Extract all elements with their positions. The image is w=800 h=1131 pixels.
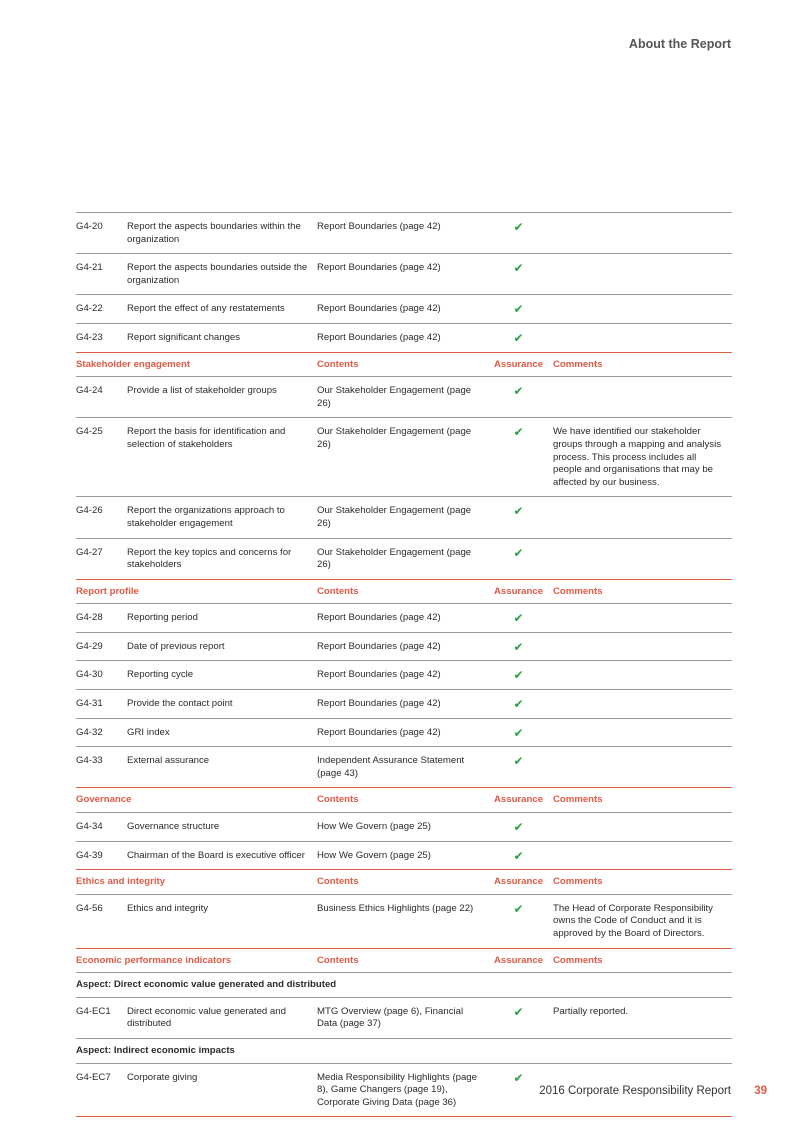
contents-reference: Report Boundaries (page 42) xyxy=(317,303,441,315)
table-row xyxy=(76,997,732,1038)
table-row xyxy=(76,253,732,294)
comment-text: We have identified our stakeholder groups through a mapping and analysis process. This process includes all people and organisations that may be affected by our business. xyxy=(553,426,722,488)
table-row xyxy=(76,660,732,689)
aspect-row: Aspect: Direct economic value generated and distributed xyxy=(76,972,732,997)
gri-code: G4-31 xyxy=(76,698,103,710)
gri-code: G4-21 xyxy=(76,262,103,274)
gri-code: G4-28 xyxy=(76,612,103,624)
contents-reference: Media Responsibility Highlights (page 8), Game Changers (page 19), Corporate Giving Data (page 36) xyxy=(317,1071,477,1108)
assurance-check-icon: ✔ xyxy=(513,384,524,399)
section-comments-label: Comments xyxy=(553,358,603,370)
table-row xyxy=(76,496,732,537)
assurance-check-icon: ✔ xyxy=(513,302,524,317)
gri-code: G4-29 xyxy=(76,640,103,652)
comment-text xyxy=(553,221,732,246)
table-row xyxy=(76,632,732,661)
footer-page-number: 39 xyxy=(754,1085,767,1097)
assurance-check-icon: ✔ xyxy=(513,697,524,712)
comment-text xyxy=(553,547,732,572)
assurance-check-icon: ✔ xyxy=(513,820,524,835)
table-row xyxy=(76,376,732,417)
assurance-check-icon: ✔ xyxy=(513,425,524,440)
gri-code: G4-26 xyxy=(76,505,103,517)
disclosure-description: Report the aspects boundaries outside the organization xyxy=(127,262,308,286)
gri-code: G4-23 xyxy=(76,331,103,343)
disclosure-description: External assurance xyxy=(127,755,210,767)
section-contents-label: Contents xyxy=(317,876,359,888)
gri-code: G4-EC1 xyxy=(76,1005,111,1017)
footer-report-title: 2016 Corporate Responsibility Report xyxy=(539,1085,731,1097)
disclosure-description: Date of previous report xyxy=(127,640,225,652)
assurance-check-icon: ✔ xyxy=(513,668,524,683)
disclosure-description: Report the aspects boundaries within the organization xyxy=(127,221,301,245)
assurance-check-icon: ✔ xyxy=(513,725,524,740)
contents-reference: Report Boundaries (page 42) xyxy=(317,331,441,343)
gri-code: G4-EC7 xyxy=(76,1071,111,1083)
section-assurance-label: Assurance xyxy=(493,358,544,370)
table-row xyxy=(76,603,732,632)
disclosure-description: Report the key topics and concerns for stakeholders xyxy=(127,546,292,571)
disclosure-description: Governance structure xyxy=(127,821,220,833)
table-row xyxy=(76,718,732,747)
gri-code: G4-32 xyxy=(76,726,103,738)
contents-reference: MTG Overview (page 6), Financial Data (page 37) xyxy=(317,1005,464,1030)
disclosure-description: GRI index xyxy=(127,726,170,738)
section-contents-label: Contents xyxy=(317,954,359,966)
gri-code: G4-27 xyxy=(76,546,103,558)
assurance-check-icon: ✔ xyxy=(513,901,524,916)
section-header xyxy=(76,579,732,604)
contents-reference: Business Ethics Highlights (page 22) xyxy=(317,902,474,914)
comment-text: Partially reported. xyxy=(553,1005,629,1017)
assurance-check-icon: ✔ xyxy=(513,220,524,234)
table-row xyxy=(76,212,732,253)
comment-text xyxy=(553,821,732,834)
page-footer xyxy=(0,1085,800,1101)
section-title: Stakeholder engagement xyxy=(76,358,191,370)
disclosure-description: Direct economic value generated and distributed xyxy=(127,1005,286,1030)
assurance-check-icon: ✔ xyxy=(513,261,524,276)
assurance-check-icon: ✔ xyxy=(513,330,524,345)
section-contents-label: Contents xyxy=(317,794,359,806)
table-row xyxy=(76,894,732,948)
comment-text xyxy=(553,303,732,316)
gri-code: G4-30 xyxy=(76,669,103,681)
section-assurance-label: Assurance xyxy=(493,794,544,806)
contents-reference: Report Boundaries (page 42) xyxy=(317,698,441,710)
assurance-check-icon: ✔ xyxy=(513,1070,524,1085)
section-header xyxy=(76,869,732,894)
disclosure-description: Report the basis for identification and selection of stakeholders xyxy=(127,426,286,450)
aspect-row: Aspect: Indirect economic impacts xyxy=(76,1038,732,1063)
comment-text xyxy=(553,385,732,410)
section-title: Ethics and integrity xyxy=(76,876,166,888)
disclosure-description: Report the organizations approach to stakeholder engagement xyxy=(127,505,285,529)
comment-text xyxy=(553,262,732,287)
table-row xyxy=(76,812,732,841)
contents-reference: Report Boundaries (page 42) xyxy=(317,669,441,681)
comment-text xyxy=(553,505,732,530)
section-title: Governance xyxy=(76,794,132,806)
comment-text: The Head of Corporate Responsibility owns the Code of Conduct and it is approved by the Board of Directors. xyxy=(553,902,713,939)
table-row xyxy=(76,294,732,323)
contents-reference: Report Boundaries (page 42) xyxy=(317,612,441,624)
contents-reference: Our Stakeholder Engagement (page 26) xyxy=(317,426,472,450)
section-header xyxy=(76,352,732,377)
section-contents-label: Contents xyxy=(317,585,359,597)
assurance-check-icon: ✔ xyxy=(513,611,524,626)
gri-code: G4-39 xyxy=(76,849,103,861)
contents-reference: How We Govern (page 25) xyxy=(317,849,431,861)
comment-text xyxy=(553,698,732,711)
gri-code: G4-22 xyxy=(76,303,103,315)
section-contents-label: Contents xyxy=(317,358,359,370)
gri-index-table xyxy=(76,212,732,1117)
disclosure-description: Report the effect of any restatements xyxy=(127,303,285,315)
section-title: Economic performance indicators xyxy=(76,954,232,966)
section-header xyxy=(76,787,732,812)
gri-code: G4-34 xyxy=(76,821,103,833)
contents-reference: Report Boundaries (page 42) xyxy=(317,640,441,652)
section-comments-label: Comments xyxy=(553,954,603,966)
disclosure-description: Chairman of the Board is executive officer xyxy=(127,849,305,861)
table-row xyxy=(76,538,732,579)
comment-text xyxy=(553,727,732,740)
section-comments-label: Comments xyxy=(553,585,603,597)
section-comments-label: Comments xyxy=(553,876,603,888)
assurance-check-icon: ✔ xyxy=(513,504,524,519)
contents-reference: How We Govern (page 25) xyxy=(317,821,431,833)
assurance-check-icon: ✔ xyxy=(513,639,524,654)
contents-reference: Our Stakeholder Engagement (page 26) xyxy=(317,546,472,571)
section-title: Report profile xyxy=(76,585,139,597)
table-row xyxy=(76,841,732,870)
table-row xyxy=(76,323,732,352)
table-row xyxy=(76,417,732,496)
disclosure-description: Reporting cycle xyxy=(127,669,194,681)
gri-code: G4-25 xyxy=(76,426,103,438)
comment-text xyxy=(553,755,732,780)
section-assurance-label: Assurance xyxy=(493,954,544,966)
assurance-check-icon: ✔ xyxy=(513,848,524,863)
section-header xyxy=(76,948,732,973)
gri-code: G4-56 xyxy=(76,902,103,914)
disclosure-description: Report significant changes xyxy=(127,331,241,343)
table-row xyxy=(76,746,732,787)
table-row xyxy=(76,689,732,718)
comment-text xyxy=(553,641,732,654)
disclosure-description: Provide a list of stakeholder groups xyxy=(127,385,277,397)
assurance-check-icon: ✔ xyxy=(513,754,524,769)
contents-reference: Report Boundaries (page 42) xyxy=(317,221,441,232)
section-assurance-label: Assurance xyxy=(493,876,544,888)
disclosure-description: Reporting period xyxy=(127,612,198,624)
contents-reference: Report Boundaries (page 42) xyxy=(317,726,441,738)
page-header-title: About the Report xyxy=(628,37,731,51)
section-comments-label: Comments xyxy=(553,794,603,806)
disclosure-description: Corporate giving xyxy=(127,1071,198,1083)
gri-code: G4-20 xyxy=(76,221,103,232)
section-assurance-label: Assurance xyxy=(493,585,544,597)
contents-reference: Report Boundaries (page 42) xyxy=(317,262,441,274)
assurance-check-icon: ✔ xyxy=(513,1004,524,1019)
comment-text xyxy=(553,332,732,345)
contents-reference: Our Stakeholder Engagement (page 26) xyxy=(317,385,472,409)
comment-text xyxy=(553,850,732,863)
gri-code: G4-33 xyxy=(76,755,103,767)
contents-reference: Independent Assurance Statement (page 43) xyxy=(317,755,465,779)
contents-reference: Our Stakeholder Engagement (page 26) xyxy=(317,505,472,529)
comment-text xyxy=(553,612,732,625)
comment-text xyxy=(553,669,732,682)
disclosure-description: Provide the contact point xyxy=(127,698,233,710)
assurance-check-icon: ✔ xyxy=(513,545,524,560)
disclosure-description: Ethics and integrity xyxy=(127,902,209,914)
gri-code: G4-24 xyxy=(76,385,103,397)
